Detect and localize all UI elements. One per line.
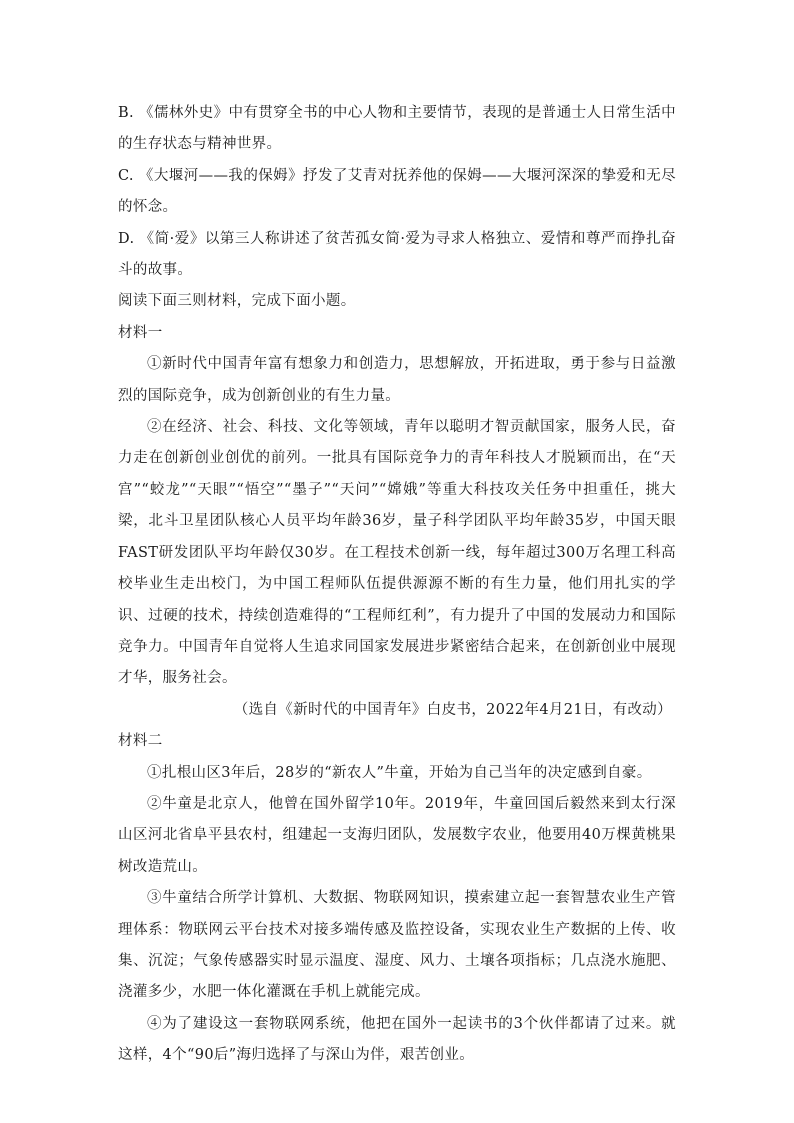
- option-c: C. 《大堰河——我的保姆》抒发了艾青对抚养他的保姆——大堰河深深的挚爱和无尽的怀念。: [118, 167, 676, 216]
- material-2-paragraph-4: ④为了建设这一套物联网系统，他把在国外一起读书的3个伙伴都请了过来。就这样，4个“90后”海归选择了与深山为伴，艰苦创业。: [118, 1015, 676, 1064]
- reading-instruction: 阅读下面三则材料，完成下面小题。: [118, 293, 356, 310]
- material-1-paragraph-2: ②在经济、社会、科技、文化等领域，青年以聪明才智贡献国家，服务人民，奋力走在创新创业创优的前列。一批具有国际竞争力的青年科技人才脱颖而出，在“天宫”“蛟龙”“天眼”“悟空”“墨子”“天问”“嫦娥”等重大科技攻关任务中担重任，挑大梁，北斗卫星团队核心人员平均年龄36岁，量子科学团队平均年龄35岁，中国天眼FAST研发团队平均年龄仅30岁。在工程技术创新一线，每年超过300万名理工科高校毕业生走出校门，为中国工程师队伍提供源源不断的有生力量，他们用扎实的学识、过硬的技术，持续创造难得的“工程师红利”，有力提升了中国的发展动力和国际竞争力。中国青年自觉将人生追求同国家发展进步紧密结合起来，在创新创业中展现才华，服务社会。: [118, 419, 676, 687]
- option-b: B. 《儒林外史》中有贯穿全书的中心人物和主要情节，表现的是普通士人日常生活中的生存状态与精神世界。: [118, 105, 676, 153]
- material-1-paragraph-1: ①新时代中国青年富有想象力和创造力，思想解放，开拓进取，勇于参与日益激烈的国际竞争，成为创新创业的有生力量。: [118, 356, 676, 404]
- document-page: [118, 98, 676, 1072]
- option-d: D. 《简·爱》以第三人称讲述了贫苦孤女简·爱为寻求人格独立、爱情和尊严而挣扎奋斗的故事。: [118, 230, 676, 279]
- material-1-heading: 材料一: [118, 324, 163, 341]
- material-2-paragraph-2: ②牛童是北京人，他曾在国外留学10年。2019年，牛童回国后毅然来到太行深山区河北省阜平县农村，组建起一支海归团队，发展数字农业，他要用40万棵黄桃果树改造荒山。: [118, 795, 676, 875]
- material-2-paragraph-1: ①扎根山区3年后，28岁的“新农人”牛童，开始为自己当年的决定感到自豪。: [147, 764, 652, 781]
- material-2-paragraph-3: ③牛童结合所学计算机、大数据、物联网知识，摸索建立起一套智慧农业生产管理体系：物联网云平台技术对接多端传感及监控设备，实现农业生产数据的上传、收集、沉淀；气象传感器实时显示温度、湿度、风力、土壤各项指标；几点浇水施肥、浇灌多少，水肥一体化灌溉在手机上就能完成。: [118, 890, 676, 1001]
- material-1-source: （选自《新时代的中国青年》白皮书，2022年4月21日，有改动）: [233, 701, 672, 718]
- material-2-heading: 材料二: [118, 733, 163, 750]
